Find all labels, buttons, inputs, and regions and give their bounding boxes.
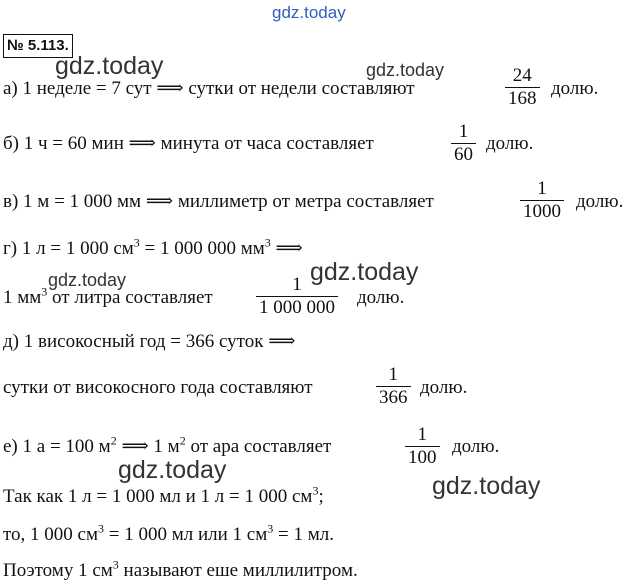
item-v-tail: долю.: [576, 191, 624, 212]
fraction-d-denominator: 366: [376, 386, 411, 409]
conclusion-line-3: [3, 557, 358, 582]
exponent: 3: [264, 235, 271, 250]
fraction-v-numerator: 1: [537, 178, 547, 199]
exponent: 3: [133, 235, 140, 250]
item-v-text: в) 1 м = 1 000 мм ⟹ миллиметр от метра составляет: [3, 191, 434, 212]
item-g-line2-a: 1 мм: [3, 287, 42, 308]
conclusion-text: = 1 000 мл или 1 см: [104, 524, 268, 545]
item-g-tail: долю.: [357, 287, 405, 308]
conclusion-text: то, 1 000 см: [3, 524, 99, 545]
item-g-line2: [3, 284, 213, 309]
watermark-top: gdz.today: [272, 3, 346, 22]
exponent: 2: [179, 433, 186, 448]
item-d-line1: д) 1 високосный год = 366 суток ⟹: [3, 331, 296, 352]
item-g-line1-a: г) 1 л = 1 000 см: [3, 238, 134, 259]
fraction-b-denominator: 60: [451, 143, 476, 166]
fraction-a-denominator: 168: [505, 87, 540, 110]
fraction-b-numerator: 1: [458, 121, 469, 142]
item-e-c: от ара составляет: [185, 436, 332, 457]
watermark: gdz.today: [48, 270, 127, 290]
item-e-b: ⟹ 1 м: [116, 436, 180, 457]
fraction-e: [405, 424, 440, 469]
fraction-g-numerator: 1: [292, 274, 302, 295]
fraction-e-numerator: 1: [417, 424, 427, 445]
conclusion-text: Поэтому 1 см: [3, 560, 113, 581]
conclusion-text: называют еше миллилитром.: [118, 560, 358, 581]
item-e-text: [3, 433, 332, 458]
item-e-a: е) 1 а = 100 м: [3, 436, 111, 457]
fraction-e-denominator: 100: [405, 446, 440, 469]
conclusion-line-2: [3, 521, 334, 546]
exponent: 3: [112, 557, 119, 572]
item-d-tail: долю.: [420, 377, 468, 398]
item-g-line1: [3, 235, 303, 260]
exponent: 3: [41, 284, 48, 299]
fraction-d: [376, 364, 411, 409]
exponent: 2: [110, 433, 117, 448]
exponent: 3: [98, 521, 105, 536]
item-b-tail: долю.: [486, 133, 534, 154]
conclusion-text: ;: [318, 486, 324, 507]
fraction-a-numerator: 24: [512, 65, 532, 86]
item-a-tail: долю.: [551, 78, 599, 99]
conclusion-text: Так как 1 л = 1 000 мл и 1 л = 1 000 см: [3, 486, 313, 507]
item-e-tail: долю.: [452, 436, 500, 457]
item-g-line1-c: ⟹: [270, 238, 303, 259]
fraction-v: [520, 178, 564, 223]
problem-number: № 5.113.: [3, 34, 73, 58]
fraction-g: [256, 274, 338, 319]
exponent: 3: [267, 521, 274, 536]
item-g-line1-b: = 1 000 000 мм: [139, 238, 265, 259]
item-a-text: а) 1 неделе = 7 сут ⟹ сутки от недели составляют: [3, 78, 415, 99]
exponent: 3: [312, 483, 319, 498]
watermark: gdz.today: [366, 60, 445, 80]
conclusion-line-1: [3, 483, 324, 508]
watermark: gdz.today: [310, 258, 419, 286]
watermark: gdz.today: [432, 472, 541, 500]
item-b-text: б) 1 ч = 60 мин ⟹ минута от часа составляет: [3, 133, 374, 154]
item-d-line2: сутки от високосного года составляют: [3, 377, 313, 398]
fraction-a: [505, 65, 540, 110]
fraction-v-denominator: 1000: [520, 200, 564, 223]
watermark: gdz.today: [118, 456, 227, 484]
fraction-g-denominator: 1 000 000: [256, 296, 338, 319]
fraction-d-numerator: 1: [388, 364, 398, 385]
watermark: gdz.today: [55, 52, 164, 80]
conclusion-text: = 1 мл.: [273, 524, 334, 545]
fraction-b: [451, 121, 476, 166]
item-g-line2-b: от литра составляет: [47, 287, 213, 308]
